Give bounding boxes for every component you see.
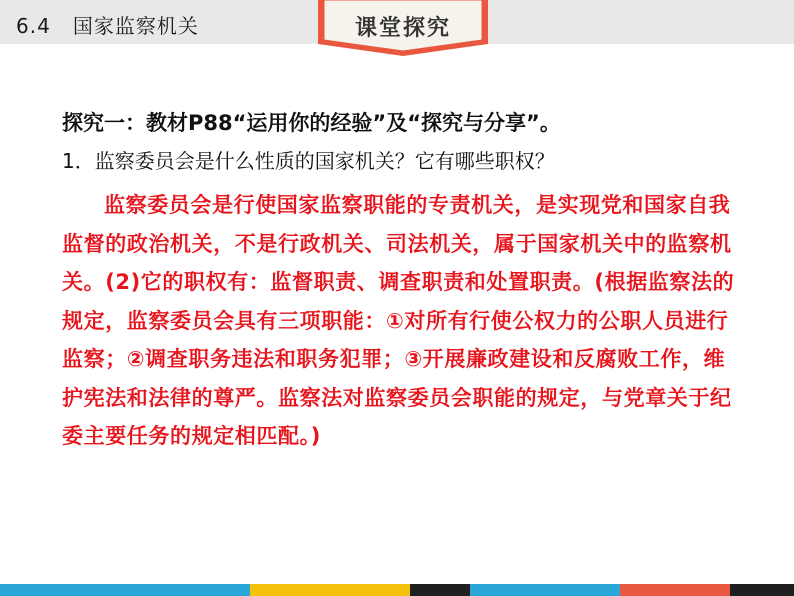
answer-text: 监察委员会是行使国家监察职能的专责机关，是实现党和国家自我监督的政治机关，不是行政机关、司法机关，属于国家机关中的监察机关。(2)它的职权有：监督职责、调查职责和处置职责。(根据监察法的规定，监察委员会具有三项职能：①对所有行使公权力的公职人员进行监察；②调查职务违法和职务犯罪；③开展廉政建设和反腐败工作，维护宪法和法律的尊严。监察法对监察委员会职能的规定，与党章关于纪委主要任务的规定相匹配。) bbox=[62, 193, 735, 448]
stripe-segment bbox=[470, 584, 620, 596]
stripe-segment bbox=[250, 584, 410, 596]
section-tab-label: 课堂探究 bbox=[354, 16, 451, 41]
stripe-segment bbox=[730, 584, 794, 596]
exploration-heading: 探究一：教材P88“运用你的经验”及“探究与分享”。 bbox=[62, 111, 561, 135]
content-area bbox=[62, 104, 742, 456]
stripe-segment bbox=[410, 584, 470, 596]
stripe-segment bbox=[620, 584, 730, 596]
chapter-title: 6.4 国家监察机关 bbox=[16, 14, 199, 38]
bottom-decor-stripe bbox=[0, 584, 794, 596]
section-tab bbox=[318, 0, 488, 56]
question-text: 1．监察委员会是什么性质的国家机关？它有哪些职权？ bbox=[62, 149, 555, 173]
stripe-segment bbox=[0, 584, 250, 596]
